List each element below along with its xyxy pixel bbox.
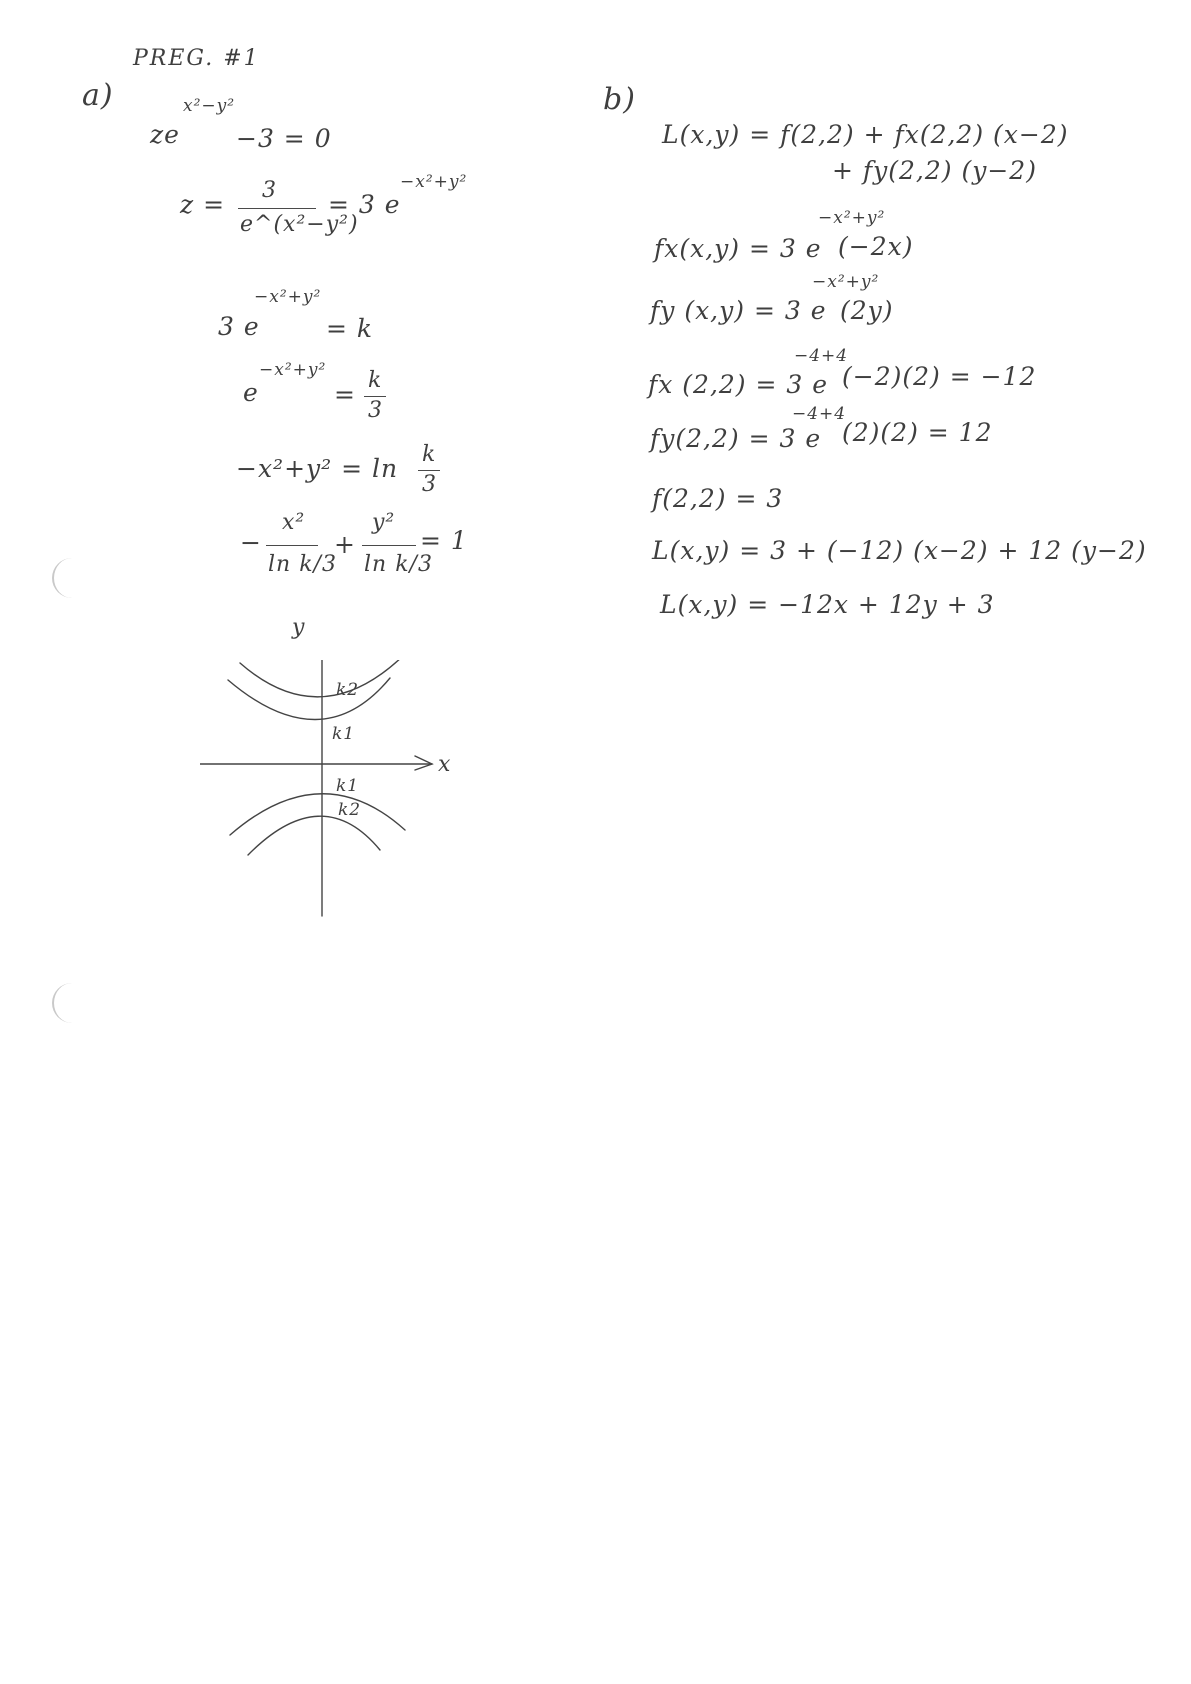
eq-a2-rhs-exponent: −x²+y² (400, 172, 468, 192)
eq-a6-fraction-bar-1 (266, 545, 318, 546)
eq-a4-equals: = (334, 380, 356, 409)
eq-a1-base: ze (150, 120, 180, 149)
eq-a2-numerator: 3 (262, 178, 277, 203)
eq-b-fx-lhs: fx(x,y) = 3 e (654, 234, 822, 263)
eq-a6-den1: ln k/3 (268, 552, 337, 577)
page-header: PREG. #1 (133, 46, 260, 71)
curve-label-upper-k2: k2 (336, 680, 360, 700)
eq-b-fy-exponent: −x²+y² (812, 272, 880, 292)
eq-a4-exponent: −x²+y² (259, 360, 327, 380)
x-axis-label: x (438, 752, 452, 777)
eq-b-fy-lhs: fy (x,y) = 3 e (650, 296, 827, 325)
eq-b-fx22-lhs: fx (2,2) = 3 e (648, 370, 829, 399)
eq-a6-rhs: = 1 (420, 526, 468, 555)
eq-b-f22: f(2,2) = 3 (652, 484, 784, 513)
eq-a3-lhs: 3 e (218, 312, 260, 341)
eq-b-fy22-exponent: −4+4 (792, 404, 847, 424)
lower-curve-k2 (248, 816, 380, 855)
y-axis-label: y (292, 615, 306, 640)
eq-b-fx22-rhs: (−2)(2) = −12 (842, 362, 1037, 391)
eq-a6-den2: ln k/3 (364, 552, 433, 577)
eq-b-linearization-2: + fy(2,2) (y−2) (832, 156, 1037, 185)
eq-b-linearization-substituted: L(x,y) = 3 + (−12) (x−2) + 12 (y−2) (652, 536, 1147, 565)
punch-hole-mark (52, 558, 80, 598)
eq-b-fy-rhs: (2y) (840, 296, 894, 325)
curve-label-lower-k1: k1 (336, 776, 360, 796)
lower-curve-k1 (230, 794, 405, 835)
eq-a2-fraction-bar (238, 208, 316, 209)
eq-b-fy22-rhs: (2)(2) = 12 (842, 418, 993, 447)
eq-b-linearization-1: L(x,y) = f(2,2) + fx(2,2) (x−2) (662, 120, 1069, 149)
eq-a1-exponent: x²−y² (183, 96, 236, 116)
eq-b-fx-rhs: (−2x) (838, 232, 914, 261)
eq-a6-plus: + (334, 530, 356, 559)
punch-hole-mark (52, 983, 80, 1023)
part-b-label: b) (603, 82, 636, 117)
part-a-label: a) (82, 78, 114, 113)
eq-a3-rhs: = k (326, 314, 374, 343)
eq-a5-denominator: 3 (422, 472, 437, 497)
eq-a5-fraction-bar (418, 470, 440, 471)
eq-a2-rhs: = 3 e (328, 190, 401, 219)
x-axis-arrowhead (415, 756, 432, 770)
eq-a4-fraction-bar (364, 396, 386, 397)
eq-b-fx-exponent: −x²+y² (818, 208, 886, 228)
eq-b-fy22-lhs: fy(2,2) = 3 e (650, 424, 822, 453)
eq-b-linearization-final: L(x,y) = −12x + 12y + 3 (660, 590, 995, 619)
eq-a5-numerator: k (422, 442, 437, 467)
curve-label-lower-k2: k2 (338, 800, 362, 820)
eq-a4-numerator: k (368, 368, 383, 393)
eq-a6-fraction-bar-2 (362, 545, 416, 546)
eq-b-fx22-exponent: −4+4 (794, 346, 849, 366)
eq-a1-tail: −3 = 0 (236, 124, 332, 153)
curve-label-upper-k1: k1 (332, 724, 356, 744)
eq-a2-denominator: e^(x²−y²) (240, 212, 359, 237)
eq-a5-text: −x²+y² = ln (236, 454, 399, 483)
level-curves-sketch (200, 615, 500, 930)
eq-a4-denominator: 3 (368, 398, 383, 423)
eq-a4-base: e (243, 378, 259, 407)
eq-a6-num1: x² (282, 510, 306, 535)
eq-a6-num2: y² (372, 510, 396, 535)
eq-a6-minus: − (240, 528, 262, 557)
eq-a3-exponent: −x²+y² (254, 287, 322, 307)
eq-a2-lhs: z = (180, 190, 226, 219)
